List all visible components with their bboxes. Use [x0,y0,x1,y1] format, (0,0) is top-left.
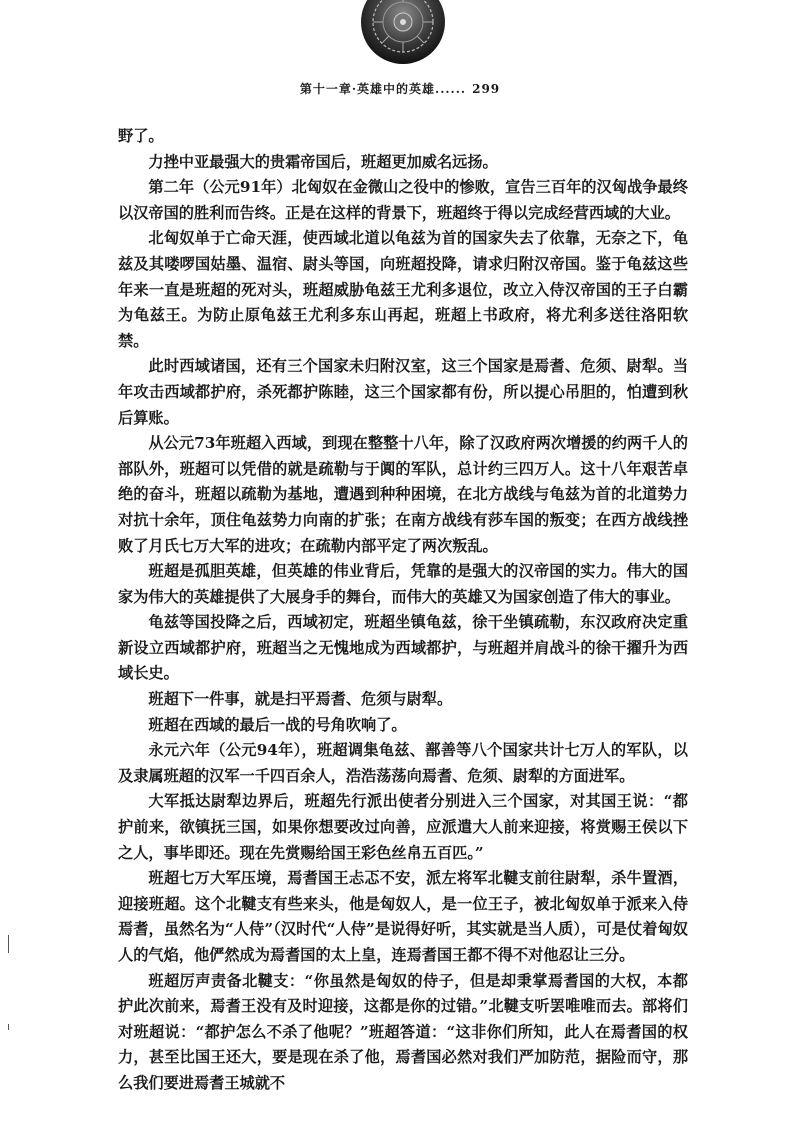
paragraph: 力挫中亚最强大的贵霜帝国后，班超更加威名远扬。 [148,152,498,171]
running-title: 第十一章·英雄中的英雄...... [299,82,467,96]
paragraph: 野了。 [118,127,164,145]
paragraph: 从公元73年班超入西域，到现在整整十八年，除了汉政府两次增援的约两千人的部队外，班超可以凭借的就是疏勒与于阗的军队，总计约三四万人。这十八年艰苦卓绝的奋斗，班超以疏勒为基地，遭遇到种种困境，在北方战线与龟兹为首的北道势力对抗十余年，顶住龟兹势力向南的扩张；在南方战线有莎车国的叛变；在西方战线挫败了月氏七万大军的进攻；在疏勒内部平定了两次叛乱。 [118,434,688,555]
page-number: 299 [472,82,501,96]
paragraph: 龟兹等国投降之后，西域初定，班超坐镇龟兹，徐干坐镇疏勒，东汉政府决定重新设立西域都护府，班超当之无愧地成为西域都护，与班超并肩战斗的徐干擢升为西域长史。 [118,613,688,683]
paragraph: 北匈奴单于亡命天涯，使西域北道以龟兹为首的国家失去了依靠，无奈之下，龟兹及其喽啰国姑墨、温宿、尉头等国，向班超投降，请求归附汉帝国。鉴于龟兹这些年来一直是班超的死对头，班超威胁龟兹王尤利多退位，改立入侍汉帝国的王子白霸为龟兹王。为防止原龟兹王尤利多东山再起，班超上书政府，将尤利多送往洛阳软禁。 [118,229,688,350]
body-text [118,124,688,1097]
paragraph: 班超是孤胆英雄，但英雄的伟业背后，凭靠的是强大的汉帝国的实力。伟大的国家为伟大的英雄提供了大展身手的舞台，而伟大的英雄又为国家创造了伟大的事业。 [118,562,688,606]
paragraph: 此时西域诸国，还有三个国家未归附汉室，这三个国家是焉耆、危须、尉犁。当年攻击西域都护府，杀死都护陈睦，这三个国家都有份，所以提心吊胆的，怕遭到秋后算账。 [118,357,688,427]
paragraph: 大军抵达尉犁边界后，班超先行派出使者分别进入三个国家，对其国王说：“都护前来，欲镇抚三国，如果你想要改过向善，应派遣大人前来迎接，将赏赐王侯以下之人，事毕即还。现在先赏赐给国王彩色丝帛五百匹。” [118,792,688,862]
paragraph: 班超在西域的最后一战的号角吹响了。 [148,715,407,734]
scan-margin-mark [8,1024,9,1030]
bronze-mirror-ornament-icon [360,0,446,66]
paragraph: 永元六年（公元94年），班超调集龟兹、鄯善等八个国家共计七万人的军队，以及隶属班超的汉军一千四百余人，浩浩荡荡向焉耆、危须、尉犁的方面进军。 [118,741,688,785]
running-header [0,80,800,97]
paragraph: 班超七万大军压境，焉耆国王忐忑不安，派左将军北鞬支前往尉犁，杀牛置酒，迎接班超。这个北鞬支有些来头，他是匈奴人，是一位王子，被北匈奴单于派来入侍焉耆，虽然名为“人侍”（汉时代“人侍”是说得好听，其实就是当人质），可是仗着匈奴人的气焰，他俨然成为焉耆国的太上皇，连焉耆国王都不得不对他忍让三分。 [118,869,688,964]
paragraph: 班超厉声责备北鞬支：“你虽然是匈奴的侍子，但是却秉掌焉耆国的大权，本都护此次前来，焉耆王没有及时迎接，这都是你的过错。”北鞬支听罢唯唯而去。部将们对班超说：“都护怎么不杀了他呢？”班超答道：“这非你们所知，此人在焉耆国的权力，甚至比国王还大，要是现在杀了他，焉耆国必然对我们严加防范，据险而守，那么我们要进焉耆王城就不 [118,971,688,1092]
paragraph: 第二年（公元91年）北匈奴在金微山之役中的惨败，宣告三百年的汉匈战争最终以汉帝国的胜利而告终。正是在这样的背景下，班超终于得以完成经营西域的大业。 [118,178,688,222]
paragraph: 班超下一件事，就是扫平焉耆、危须与尉犁。 [148,690,453,709]
scan-margin-mark [8,935,9,953]
